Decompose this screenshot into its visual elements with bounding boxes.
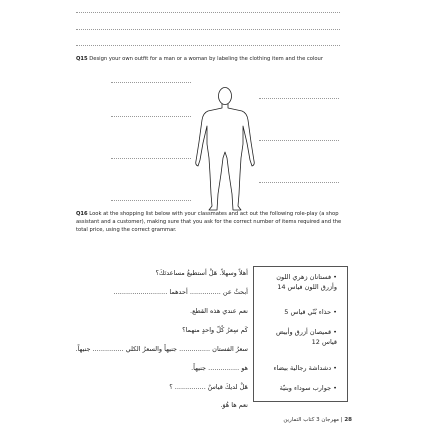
page-number: 28 xyxy=(344,417,352,423)
dialogue-line: هو ............... جنيهاً. xyxy=(191,364,248,372)
dialogue-line: كَم سِعرُ كُلّ واحدٍ منهما؟ xyxy=(182,326,248,334)
label-line-left xyxy=(111,200,191,201)
label-line-left xyxy=(111,158,191,159)
question-number: Q15 xyxy=(76,56,88,62)
dialogue-line: نعم ها هُوَ. xyxy=(220,401,248,409)
label-line-left xyxy=(111,116,191,117)
human-body-outline xyxy=(190,86,260,216)
question-number: Q16 xyxy=(76,211,88,217)
dialogue-line: أهلاً وسهلاً. هَلْ أستطيعُ مساعدتَكَ؟ xyxy=(155,269,248,277)
writing-line xyxy=(76,45,340,46)
shopping-list-item: • جوارب سوداء وبنيّة xyxy=(279,384,337,392)
label-line-right xyxy=(259,140,339,141)
dialogue-line: نعم عندي هذه القطع. xyxy=(190,307,248,315)
book-title: مهرجان 3 كتاب التمارين xyxy=(283,417,339,423)
page-footer: 28 | مهرجان 3 كتاب التمارين xyxy=(283,417,352,423)
shopping-list-item: • دشداشة رجالية بيضاء xyxy=(273,364,337,372)
question-text: Design your own outfit for a man or a woman by labeling the clothing item and the colour xyxy=(89,56,323,62)
label-line-right xyxy=(259,98,339,99)
question-16 xyxy=(76,210,344,234)
shopping-list-item: • قميصان أزرق وأبيض قياس 12 xyxy=(275,328,337,346)
shopping-list-item: • فستانان زهري اللون وأزرق اللون فياس 14 xyxy=(276,273,337,291)
shopping-list-item: • حذاء بُنّي قياس 5 xyxy=(284,308,337,316)
dialogue-line: أبحثُ عن ............... أحدهما .......................... xyxy=(113,288,248,296)
dialogue-line: هَلْ لديكَ قياسٌ ............... ؟ xyxy=(169,383,248,391)
writing-line xyxy=(76,12,340,13)
shopping-list-box xyxy=(253,266,348,402)
writing-line xyxy=(76,29,340,30)
question-15 xyxy=(76,55,323,63)
question-text: Look at the shopping list below with your classmates and act out the following role-play (a shop assistant and a customer), making sure that you ask for the correct number of items required and the total price, using the correct grammar. xyxy=(76,211,342,233)
label-line-right xyxy=(259,182,339,183)
dialogue-line: سعرُ الفستان ............... جنيهاً والسعرُ الكلي ............... جنيهاً. xyxy=(75,345,248,353)
label-line-left xyxy=(111,82,191,83)
